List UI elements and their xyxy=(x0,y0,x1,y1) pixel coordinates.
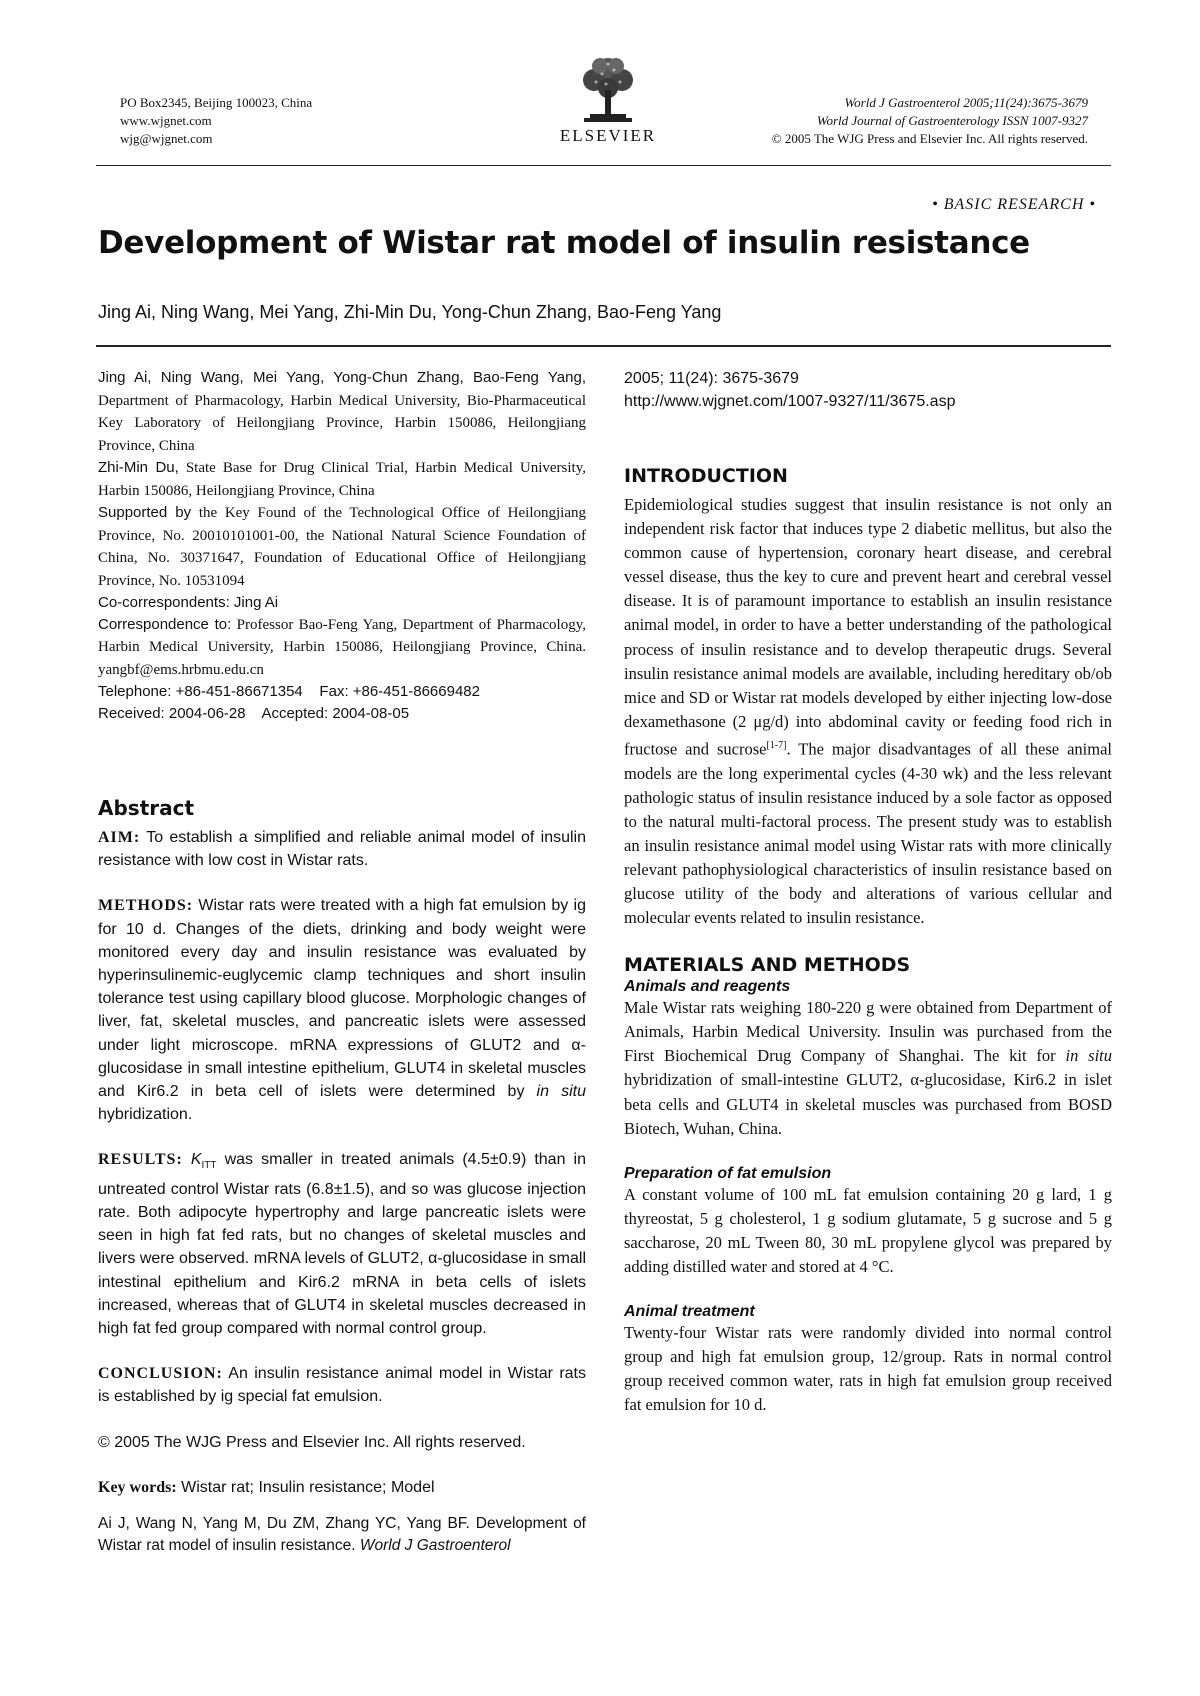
subheading-animals: Animals and reagents xyxy=(624,978,791,996)
reference-marker[interactable]: [1-7] xyxy=(766,739,787,751)
email-link[interactable]: wjg@wjgnet.com xyxy=(120,131,213,146)
address-line: PO Box2345, Beijing 100023, China xyxy=(120,95,313,110)
introduction-heading: INTRODUCTION xyxy=(624,465,788,487)
abstract-copyright: © 2005 The WJG Press and Elsevier Inc. All rights reserved. xyxy=(98,1433,526,1451)
publisher-address xyxy=(120,94,312,148)
article-category: • BASIC RESEARCH • xyxy=(932,196,1096,213)
author-list: Jing Ai, Ning Wang, Mei Yang, Zhi-Min Du, Yong-Chun Zhang, Bao-Feng Yang xyxy=(98,302,722,322)
co-correspondents: Co-correspondents: Jing Ai xyxy=(98,594,279,611)
citation: Ai J, Wang N, Yang M, Du ZM, Zhang YC, Yang BF. Development of Wistar rat model of insulin resistance. World J Gastroenterol xyxy=(98,1515,586,1555)
methods-heading: MATERIALS AND METHODS xyxy=(624,954,911,977)
affiliations xyxy=(98,367,586,724)
subheading-fat-emulsion: Preparation of fat emulsion xyxy=(624,1164,832,1182)
abstract-methods: METHODS: Wistar rats were treated with a high fat emulsion by ig for 10 d. Changes of the diets, drinking and body weight were monitored every day and insulin resistance was evaluated by hyperinsulinemic-euglycemic clamp techniques and short insulin tolerance test using capillary blood glucose. Morphologic changes of liver, fat, skeletal muscles, and pancreatic islets were assessed under light microscope. mRNA expressions of GLUT2 and α-glucosidase in small intestine epithelium, GLUT4 in skeletal muscles and Kir6.2 in beta cell of islets were determined by in situ hybridization. xyxy=(98,897,587,1124)
abstract-conclusion: CONCLUSION: An insulin resistance animal model in Wistar rats is established by ig special fat emulsion. xyxy=(98,1365,586,1406)
abstract-results: RESULTS: $K_{ITT}$ was smaller in treated animals (4.5±0.9) than in untreated control Wistar rats (6.8±1.5), and so was glucose injection rate. Both adipocyte hypertrophy and large pancreatic islets were seen in high fat fed rats, but no changes of skeletal muscles and livers were observed. mRNA levels of GLUT2, α-glucosidase in small intestinal epithelium and Kir6.2 mRNA in beta cells of islets increased, whereas that of GLUT4 in skeletal muscles decreased in high fat fed group compared with normal control group. xyxy=(98,1151,586,1338)
tree-logo-icon xyxy=(576,54,640,124)
website-link[interactable]: www.wjgnet.com xyxy=(120,113,212,128)
journal-info xyxy=(772,94,1088,148)
journal-citation: World J Gastroenterol 2005;11(24):3675-3679 xyxy=(844,95,1088,110)
article-url-link[interactable]: http://www.wjgnet.com/1007-9327/11/3675.asp xyxy=(624,393,956,410)
left-column xyxy=(98,367,586,1579)
subheading-animal-treatment: Animal treatment xyxy=(624,1303,755,1321)
journal-issn: World Journal of Gastroenterology ISSN 1007-9327 xyxy=(816,113,1088,128)
keywords: Key words: Wistar rat; Insulin resistance; Model xyxy=(98,1478,435,1496)
fat-emulsion-text: A constant volume of 100 mL fat emulsion containing 20 g lard, 1 g thyreostat, 5 g cholesterol, 1 g sodium glutamate, 5 g sucrose and 5 g saccharose, 20 mL Tween 80, 30 mL propylene glycol was prepared by adding distilled water and stored at 4 °C. xyxy=(624,1184,1112,1277)
animal-treatment-text: Twenty-four Wistar rats were randomly divided into normal control group and high fat emulsion group, 12/group. Rats in normal control group received common water, rats in high fat emulsion group received fat emulsion for 10 d. xyxy=(624,1323,1112,1415)
journal-copyright: © 2005 The WJG Press and Elsevier Inc. All rights reserved. xyxy=(771,131,1088,146)
logo-wordmark: ELSEVIER xyxy=(559,126,657,145)
correspondence: Correspondence to: Professor Bao-Feng Yang, Department of Pharmacology, Harbin Medical University, Harbin 150086, Heilongjiang Province, China. yangbf@ems.hrbmu.edu.cn xyxy=(98,615,586,678)
right-column xyxy=(624,367,1112,1418)
abstract-body xyxy=(98,826,586,1557)
affiliation-2: Zhi-Min Du, State Base for Drug Clinical Trial, Harbin Medical University, Harbin 150086, Heilongjiang Province, China xyxy=(98,459,586,499)
received-accepted-dates: Received: 2004-06-28 Accepted: 2004-08-05 xyxy=(98,704,410,722)
funding: Supported by the Key Found of the Technological Office of Heilongjiang Province, No. 20010101001-00, the National Natural Science Foundation of China, No. 30371647, Foundation of Educational Office of Heilongjiang Province, No. 10531094 xyxy=(98,504,586,589)
title-divider xyxy=(96,345,1111,347)
elsevier-logo xyxy=(548,54,668,146)
contact-numbers: Telephone: +86-451-86671354 Fax: +86-451-86669482 xyxy=(98,683,480,700)
article-title: Development of Wistar rat model of insulin resistance xyxy=(98,225,1030,261)
animals-text: Male Wistar rats weighing 180-220 g were obtained from Department of Animals, Harbin Medical University. Insulin was purchased from the First Biochemical Drug Company of Shanghai. The kit for in situ hybridization of small-intestine GLUT2, α-glucosidase, Kir6.2 in islet beta cells and GLUT4 in skeletal muscles was purchased from BOSD Biotech, Wuhan, China. xyxy=(624,998,1112,1138)
introduction-text: Epidemiological studies suggest that insulin resistance is not only an independent risk factor that induces type 2 diabetic mellitus, but also the common cause of hypertension, coronary heart disease, and cerebral vessel disease, thus the key to cure and prevent heart and cerebral vessel disease. It is of paramount importance to establish an insulin resistance animal model, in order to have a better understanding of the pathological process of insulin resistance and to develop therapeutic drugs. Several insulin resistance animal models are available, including hereditary ob/ob mice and SD or Wistar rat models developed by either injecting low-dose dexamethasone (2 μg/d) into abdominal cavity or feeding food rich in fructose and sucrose[1-7]. The major disadvantages of all these animal models are the long experimental cycles (4-30 wk) and the less relevant pathologic status of insulin resistance induced by a sole factor as opposed to the natural multi-factoral process. The present study was to establish an insulin resistance animal model using Wistar rats with more clinically relevant pathophysiological characteristics of insulin resistance based on glucose utility of the body and alterations of various cellular and molecular events related to insulin resistance. xyxy=(624,495,1113,928)
abstract-aim: AIM: To establish a simplified and reliable animal model of insulin resistance with low cost in Wistar rats. xyxy=(98,829,586,870)
citation-volume: 2005; 11(24): 3675-3679 xyxy=(624,370,799,387)
citation-continued xyxy=(624,367,1112,413)
abstract-heading: Abstract xyxy=(98,796,195,820)
affiliation-1: Jing Ai, Ning Wang, Mei Yang, Yong-Chun Zhang, Bao-Feng Yang, Department of Pharmacology, Harbin Medical University, Bio-Pharmaceutical Key Laboratory of Heilongjiang Province, Harbin 150086, Heilongjiang Province, China xyxy=(98,369,586,454)
header-divider xyxy=(96,165,1111,166)
